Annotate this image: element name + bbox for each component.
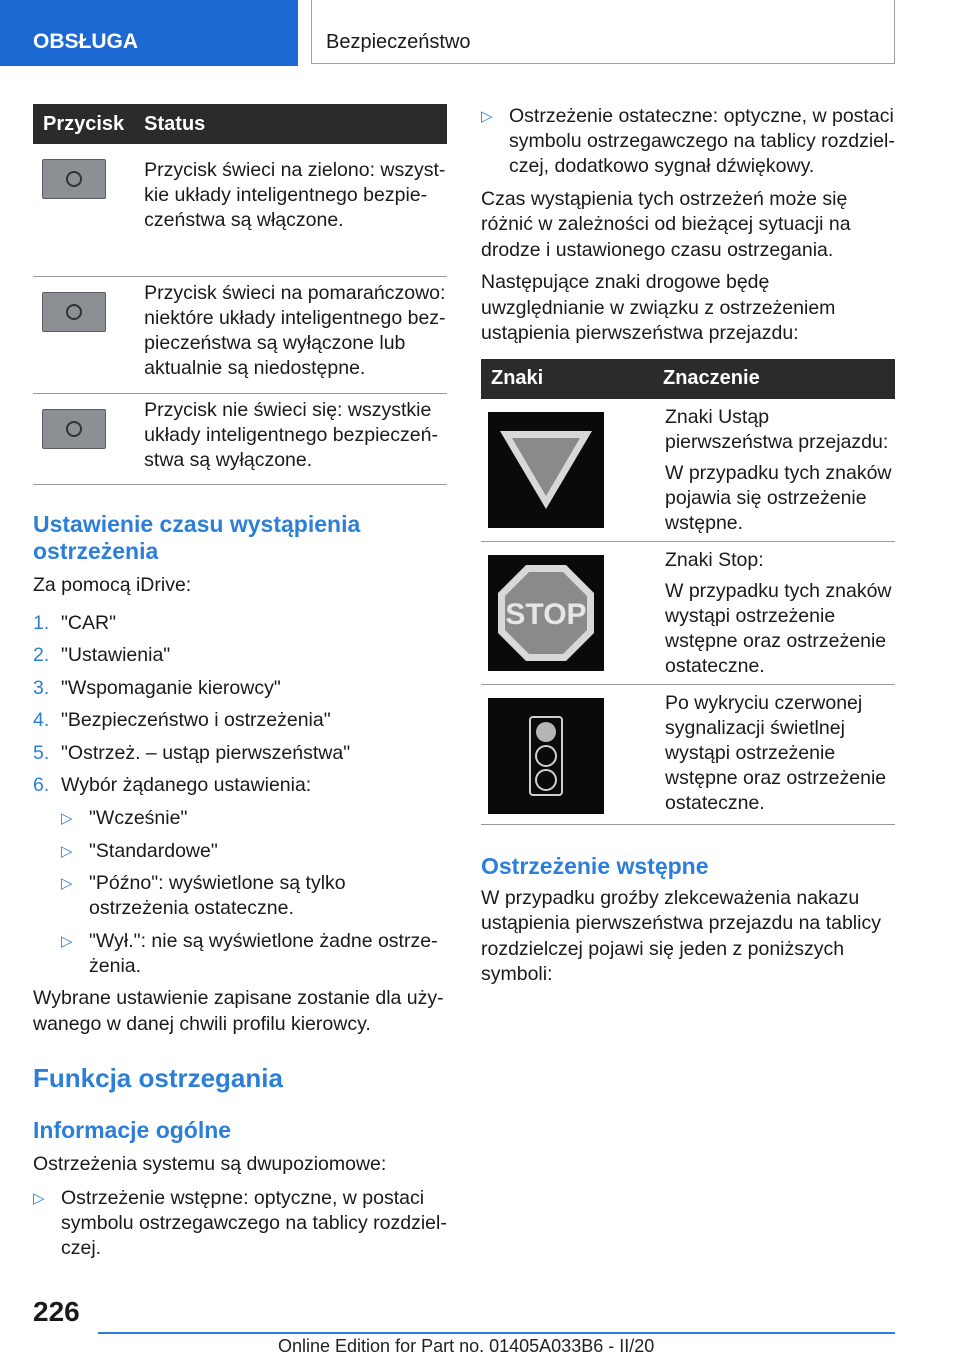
status-text: Przycisk nie świeci się: wszystkie układy inteligentnego bezpieczeństwa są wyłączone. — [134, 394, 447, 485]
triangle-bullet-icon: ▷ — [61, 810, 73, 828]
signs-table-header-meaning: Znaczenie — [653, 359, 895, 399]
list-item: 1. "CAR" — [33, 611, 117, 634]
subtitle-general: Informacje ogólne — [33, 1117, 232, 1144]
triangle-bullet-icon: ▷ — [61, 842, 73, 860]
status-text: Przycisk świeci na pomarańczowo: niektóre układy inteligentnego bezpieczeństwa są wyłączone lub aktualnie są niedostępne. — [134, 277, 447, 394]
table-row — [481, 399, 895, 542]
status-table — [33, 104, 447, 485]
off-button-icon — [42, 409, 106, 449]
stop-sign-text: STOP — [505, 597, 587, 631]
table-row — [481, 684, 895, 824]
list-item: 3. "Wspomaganie kierowcy" — [33, 676, 281, 699]
traffic-light-icon — [488, 698, 604, 814]
status-text: Przycisk świeci na zielono: wszystkie układy inteligentnego bezpieczeństwa są włączone. — [134, 144, 447, 277]
warning-bullets — [33, 1186, 447, 1261]
signs-table-header-signs: Znaki — [481, 359, 653, 399]
list-item: ▷ "Wył.": nie są wyświetlone żadne ostrzeżenia. — [61, 929, 438, 977]
section-label: OBSŁUGA — [33, 30, 138, 53]
left-column — [33, 0, 447, 1269]
triangle-bullet-icon: ▷ — [33, 1189, 45, 1207]
orange-button-icon — [42, 292, 106, 332]
section-title-pre-warning: Ostrzeżenie wstępne — [481, 852, 709, 879]
sign-meaning-text: Po wykryciu czerwonej sygnalizacji świetlnej wystąpi ostrzeżenie wstępne oraz ostrzeżenie ostateczne. — [665, 691, 887, 814]
table-row — [33, 144, 447, 277]
sign-meaning-title: Znaki Stop: — [665, 548, 764, 571]
pre-warning-text: W przypadku groźby zlekceważenia nakazu ustąpienia pierwszeństwa przejazdu na tablicy rozdzielczej pojawi się jeden z poniższych symboli: — [481, 886, 881, 986]
edition-text: Online Edition for Part no. 01405A033B6 - II/20 — [278, 1336, 655, 1356]
stop-sign-icon — [488, 555, 604, 671]
warning-bullets-cont — [481, 104, 895, 179]
list-item: 2. "Ustawienia" — [33, 644, 171, 667]
table-row — [33, 394, 447, 485]
time-note: Wybrane ustawienie zapisane zostanie dla używanego w danej chwili profilu kierowcy. — [33, 987, 444, 1035]
table-row — [481, 541, 895, 684]
page-number: 226 — [33, 1296, 80, 1327]
status-table-header-status: Status — [134, 104, 447, 144]
table-row — [33, 277, 447, 394]
right-column — [481, 0, 895, 988]
green-button-icon — [42, 159, 106, 199]
sign-meaning-text: W przypadku tych znaków pojawia się ostrzeżenie wstępne. — [665, 461, 892, 534]
list-item: ▷ "Późno": wyświetlone są tylko ostrzeżenia ostateczne. — [61, 872, 346, 920]
sign-meaning-title: Znaki Ustąp pierwszeństwa przejazdu: — [665, 405, 889, 453]
sign-meaning-text: W przypadku tych znaków wystąpi ostrzeżenie wstępne oraz ostrzeżenie ostateczne. — [665, 579, 892, 677]
section-title-time: Ustawienie czasu wystąpienia ostrzeżenia — [33, 511, 361, 564]
time-intro: Za pomocą iDrive: — [33, 574, 192, 596]
status-table-header-button: Przycisk — [33, 104, 134, 144]
triangle-bullet-icon: ▷ — [61, 932, 73, 950]
list-item: 5. "Ostrzeż. – ustąp pierwszeństwa" — [33, 741, 351, 764]
triangle-bullet-icon: ▷ — [61, 875, 73, 893]
list-item: ▷ "Standardowe" — [61, 839, 218, 862]
signs-table — [481, 359, 895, 825]
footer-divider — [98, 1332, 895, 1334]
list-item: 4. "Bezpieczeństwo i ostrzeżenia" — [33, 709, 331, 732]
list-item: ▷ Ostrzeżenie ostateczne: optyczne, w postaci symbolu ostrzegawczego na tablicy rozdzielczej, dodatkowo sygnał dźwiękowy. — [481, 105, 895, 177]
steps-list — [33, 611, 447, 799]
options-list — [33, 806, 447, 979]
warning-intro: Ostrzeżenia systemu są dwupoziomowe: — [33, 1153, 387, 1176]
triangle-bullet-icon: ▷ — [481, 108, 493, 125]
list-item: ▷ Ostrzeżenie wstępne: optyczne, w postaci symbolu ostrzegawczego na tablicy rozdzielczej. — [33, 1186, 447, 1259]
list-item: 6. Wybór żądanego ustawienia: — [33, 774, 312, 797]
chapter-label: Bezpieczeństwo — [326, 31, 471, 53]
section-title-warning: Funkcja ostrzegania — [33, 1063, 283, 1094]
warning-para-2: Następujące znaki drogowe będę uwzględnianie w związku z ostrzeżeniem ustąpienia pierwszeństwa przejazdu: — [481, 271, 836, 345]
list-item: ▷ "Wcześnie" — [61, 807, 188, 830]
yield-sign-icon — [488, 412, 604, 528]
warning-para-1: Czas wystąpienia tych ostrzeżeń może się różnić w zależności od bieżącej sytuacji na drodze i ustawionego czasu ostrzegania. — [481, 187, 851, 261]
